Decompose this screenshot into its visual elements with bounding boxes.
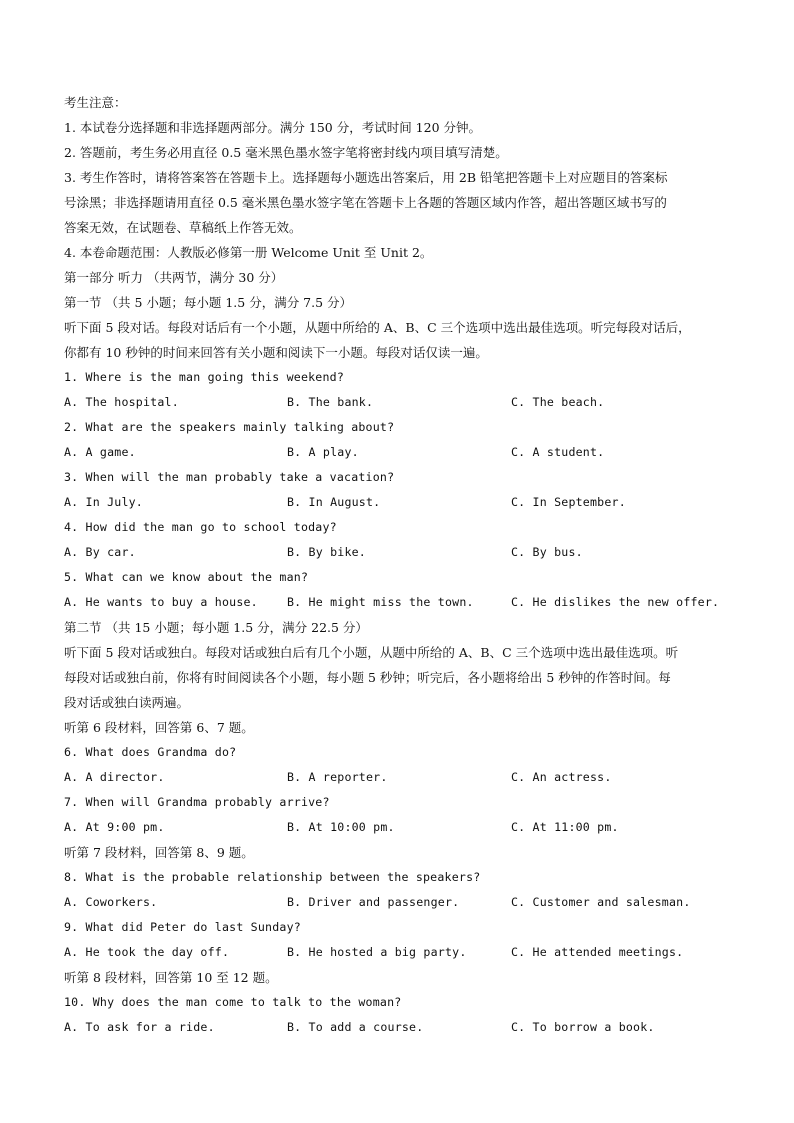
option-a: A. A game. (64, 445, 136, 459)
option-c: C. An actress. (511, 770, 612, 784)
question-stem: 9. What did Peter do last Sunday? (64, 920, 301, 934)
notice-item: 1. 本试卷分选择题和非选择题两部分。满分 150 分，考试时间 120 分钟。 (64, 120, 482, 135)
option-c: C. A student. (511, 445, 605, 459)
option-b: B. By bike. (287, 545, 366, 559)
option-a: A. He wants to buy a house. (64, 595, 258, 609)
option-a: A. By car. (64, 545, 136, 559)
option-a: A. In July. (64, 495, 143, 509)
option-a: A. He took the day off. (64, 945, 230, 959)
option-a: A. A director. (64, 770, 165, 784)
option-c: C. Customer and salesman. (511, 895, 691, 909)
option-a: A. Coworkers. (64, 895, 158, 909)
section-title: 第二节 （共 15 小题；每小题 1.5 分，满分 22.5 分） (64, 620, 368, 635)
exam-content (64, 90, 734, 1040)
option-b: B. He might miss the town. (287, 595, 474, 609)
option-a: A. At 9:00 pm. (64, 820, 165, 834)
notice-item: 答案无效，在试题卷、草稿纸上作答无效。 (64, 220, 302, 235)
section-instructions: 听下面 5 段对话。每段对话后有一个小题，从题中所给的 A、B、C 三个选项中选出最佳选项。听完每段对话后， (64, 320, 691, 335)
option-b: B. He hosted a big party. (287, 945, 467, 959)
option-b: B. In August. (287, 495, 381, 509)
option-c: C. He attended meetings. (511, 945, 684, 959)
section-instructions: 听下面 5 段对话或独白。每段对话或独白后有几个小题，从题中所给的 A、B、C 三个选项中选出最佳选项。听 (64, 645, 679, 660)
part-title: 第一部分 听力 （共两节，满分 30 分） (64, 270, 284, 285)
material-heading: 听第 8 段材料，回答第 10 至 12 题。 (64, 970, 278, 985)
section-instructions: 每段对话或独白前，你将有时间阅读各个小题，每小题 5 秒钟；听完后，各小题将给出 5 秒钟的作答时间。每 (64, 670, 671, 685)
question-options (64, 940, 734, 965)
question-options (64, 440, 734, 465)
option-c: C. He dislikes the new offer. (511, 595, 720, 609)
option-c: C. To borrow a book. (511, 1020, 655, 1034)
option-b: B. A play. (287, 445, 359, 459)
question-stem: 8. What is the probable relationship between the speakers? (64, 870, 481, 884)
notice-item: 2. 答题前，考生务必用直径 0.5 毫米黑色墨水签字笔将密封线内项目填写清楚。 (64, 145, 508, 160)
option-c: C. In September. (511, 495, 626, 509)
material-heading: 听第 7 段材料，回答第 8、9 题。 (64, 845, 254, 860)
option-b: B. The bank. (287, 395, 374, 409)
option-b: B. To add a course. (287, 1020, 424, 1034)
question-options (64, 590, 734, 615)
question-options (64, 1015, 734, 1040)
section-instructions: 你都有 10 秒钟的时间来回答有关小题和阅读下一小题。每段对话仅读一遍。 (64, 345, 488, 360)
question-stem: 5. What can we know about the man? (64, 570, 309, 584)
question-stem: 6. What does Grandma do? (64, 745, 237, 759)
question-options (64, 815, 734, 840)
question-stem: 1. Where is the man going this weekend? (64, 370, 345, 384)
option-c: C. The beach. (511, 395, 605, 409)
material-heading: 听第 6 段材料，回答第 6、7 题。 (64, 720, 254, 735)
option-c: C. By bus. (511, 545, 583, 559)
notice-item: 4. 本卷命题范围：人教版必修第一册 Welcome Unit 至 Unit 2。 (64, 245, 433, 260)
option-b: B. Driver and passenger. (287, 895, 460, 909)
question-options (64, 490, 734, 515)
section-instructions: 段对话或独白读两遍。 (64, 695, 190, 710)
option-a: A. The hospital. (64, 395, 179, 409)
question-stem: 2. What are the speakers mainly talking about? (64, 420, 395, 434)
question-stem: 10. Why does the man come to talk to the woman? (64, 995, 402, 1009)
question-options (64, 765, 734, 790)
question-options (64, 890, 734, 915)
question-options (64, 540, 734, 565)
question-stem: 7. When will Grandma probably arrive? (64, 795, 330, 809)
question-stem: 4. How did the man go to school today? (64, 520, 337, 534)
option-b: B. A reporter. (287, 770, 388, 784)
question-stem: 3. When will the man probably take a vacation? (64, 470, 395, 484)
option-c: C. At 11:00 pm. (511, 820, 619, 834)
option-b: B. At 10:00 pm. (287, 820, 395, 834)
notice-item: 3. 考生作答时，请将答案答在答题卡上。选择题每小题选出答案后，用 2B 铅笔把答题卡上对应题目的答案标 (64, 170, 668, 185)
notice-title: 考生注意： (64, 95, 127, 110)
notice-item: 号涂黑；非选择题请用直径 0.5 毫米黑色墨水签字笔在答题卡上各题的答题区域内作答，超出答题区域书写的 (64, 195, 667, 210)
question-options (64, 390, 734, 415)
option-a: A. To ask for a ride. (64, 1020, 215, 1034)
section-title: 第一节 （共 5 小题；每小题 1.5 分，满分 7.5 分） (64, 295, 353, 310)
